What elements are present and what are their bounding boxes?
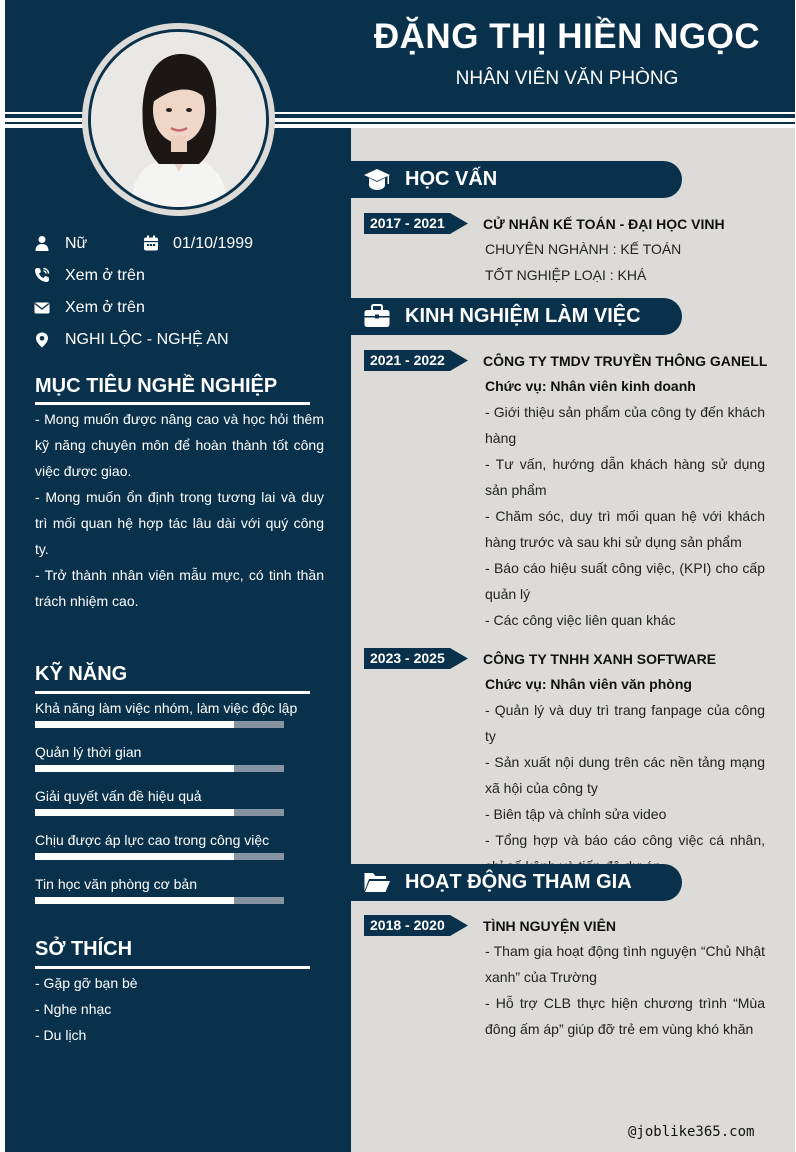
education-title: CỬ NHÂN KẾ TOÁN - ĐẠI HỌC VINH [483, 216, 725, 232]
job-task: - Báo cáo hiệu suất công việc, (KPI) cho cấp quản lý [485, 560, 765, 602]
job-date: 2021 - 2022 [370, 352, 445, 368]
folder-open-icon [363, 869, 391, 895]
skill-bar-fill [35, 853, 234, 860]
activities-heading-bar [351, 864, 682, 901]
education-grade: TỐT NGHIỆP LOẠI : KHÁ [485, 267, 647, 283]
sidebar [5, 128, 351, 1152]
job-task: - Quản lý và duy trì trang fanpage của công ty [485, 702, 765, 744]
skill-name: Tin học văn phòng cơ bản [35, 876, 197, 892]
objective-rule [35, 402, 310, 405]
phone-icon [34, 267, 50, 283]
skill-name: Giải quyết vấn đề hiệu quả [35, 788, 202, 804]
job-task: - Tư vấn, hướng dẫn khách hàng sử dụng sản phẩm [485, 456, 765, 498]
skill-bar [35, 853, 284, 860]
skill-name: Quản lý thời gian [35, 744, 142, 760]
objective-text [35, 406, 324, 614]
objective-paragraph: - Trở thành nhân viên mẫu mực, có tinh thần trách nhiệm cao. [35, 567, 324, 609]
graduation-cap-icon [363, 166, 391, 192]
contact-email: Xem ở trên [65, 299, 145, 316]
hobby-item: - Du lịch [35, 1027, 87, 1043]
job-date: 2023 - 2025 [370, 650, 445, 666]
job-task: - Chăm sóc, duy trì mối quan hệ với khách hàng trước và sau khi sử dụng sản phẩm [485, 508, 765, 550]
hobby-item: - Gặp gỡ bạn bè [35, 975, 138, 991]
candidate-name: ĐẶNG THỊ HIỀN NGỌC [373, 17, 761, 56]
job-date-tag [364, 350, 468, 371]
skill-bar [35, 765, 284, 772]
job-tasks [485, 399, 765, 633]
objective-paragraph: - Mong muốn ổn định trong tương lai và duy trì mối quan hệ hợp tác lâu dài với quý công ty. [35, 489, 324, 557]
skills-heading: KỸ NĂNG [35, 663, 128, 685]
skill-bar [35, 809, 284, 816]
education-heading-bar [351, 161, 682, 198]
education-date-tag [364, 213, 468, 234]
briefcase-icon [363, 303, 391, 329]
job-task: - Giới thiệu sản phẩm của công ty đến khách hàng [485, 404, 765, 446]
skill-bar-fill [35, 765, 234, 772]
skill-bar [35, 721, 284, 728]
experience-heading: KINH NGHIỆM LÀM VIỆC [405, 305, 641, 327]
footer-watermark: @joblike365.com [628, 1124, 755, 1140]
contact-gender: Nữ [65, 235, 88, 252]
skills-rule [35, 691, 310, 694]
user-icon [34, 235, 50, 251]
hobbies-heading: SỞ THÍCH [35, 938, 133, 960]
activity-items [485, 938, 765, 1042]
objective-heading: MỤC TIÊU NGHỀ NGHIỆP [35, 375, 278, 397]
job-task: - Tổng hợp và báo cáo công việc cá nhân, [485, 832, 765, 848]
map-pin-icon [34, 332, 50, 348]
job-date-tag [364, 648, 468, 669]
candidate-title: NHÂN VIÊN VĂN PHÒNG [455, 68, 679, 89]
job-company: CÔNG TY TNHH XANH SOFTWARE [483, 651, 717, 667]
avatar [82, 23, 275, 216]
objective-paragraph: - Mong muốn được nâng cao và học hỏi thêm kỹ năng chuyên môn để hoàn thành tốt công việc được giao. [35, 411, 324, 479]
skill-name: Khả năng làm việc nhóm, làm việc độc lập [35, 700, 298, 716]
activities-heading: HOẠT ĐỘNG THAM GIA [405, 871, 632, 893]
education-heading: HỌC VẤN [405, 168, 498, 190]
experience-heading-bar [351, 298, 682, 335]
activity-date-tag [364, 915, 468, 936]
envelope-icon [34, 300, 50, 316]
skill-bar-fill [35, 809, 234, 816]
avatar-photo [91, 32, 266, 207]
activity-item: - Tham gia hoạt động tình nguyện “Chủ Nhật xanh” của Trường [485, 943, 765, 985]
job-role: Chức vụ: Nhân viên kinh doanh [485, 378, 696, 394]
hobbies-rule [35, 966, 310, 969]
education-date: 2017 - 2021 [370, 215, 445, 231]
job-role: Chức vụ: Nhân viên văn phòng [485, 676, 692, 692]
contact-birthday: 01/10/1999 [173, 235, 254, 252]
activity-date: 2018 - 2020 [370, 917, 445, 933]
skill-bar-fill [35, 721, 234, 728]
hobby-item: - Nghe nhạc [35, 1001, 112, 1017]
activity-title: TÌNH NGUYỆN VIÊN [483, 918, 617, 934]
job-tasks [485, 697, 765, 879]
skill-bar-fill [35, 897, 234, 904]
job-task: - Biên tập và chỉnh sửa video [485, 806, 667, 822]
job-company: CÔNG TY TMDV TRUYỀN THÔNG GANELL [483, 353, 768, 369]
job-task: - Sản xuất nội dung trên các nền tảng mạng xã hội của công ty [485, 754, 765, 796]
skill-bar [35, 897, 284, 904]
education-major: CHUYÊN NGHÀNH : KẾ TOÁN [485, 241, 682, 257]
contact-phone: Xem ở trên [65, 267, 145, 284]
activity-item: - Hỗ trợ CLB thực hiện chương trình “Mùa đông ấm áp” giúp đỡ trẻ em vùng khó khăn [485, 995, 765, 1037]
contact-address: NGHI LỘC - NGHỆ AN [65, 331, 229, 348]
job-task: - Các công việc liên quan khác [485, 612, 676, 628]
skill-name: Chịu được áp lực cao trong công việc [35, 832, 270, 848]
calendar-icon [143, 235, 159, 251]
